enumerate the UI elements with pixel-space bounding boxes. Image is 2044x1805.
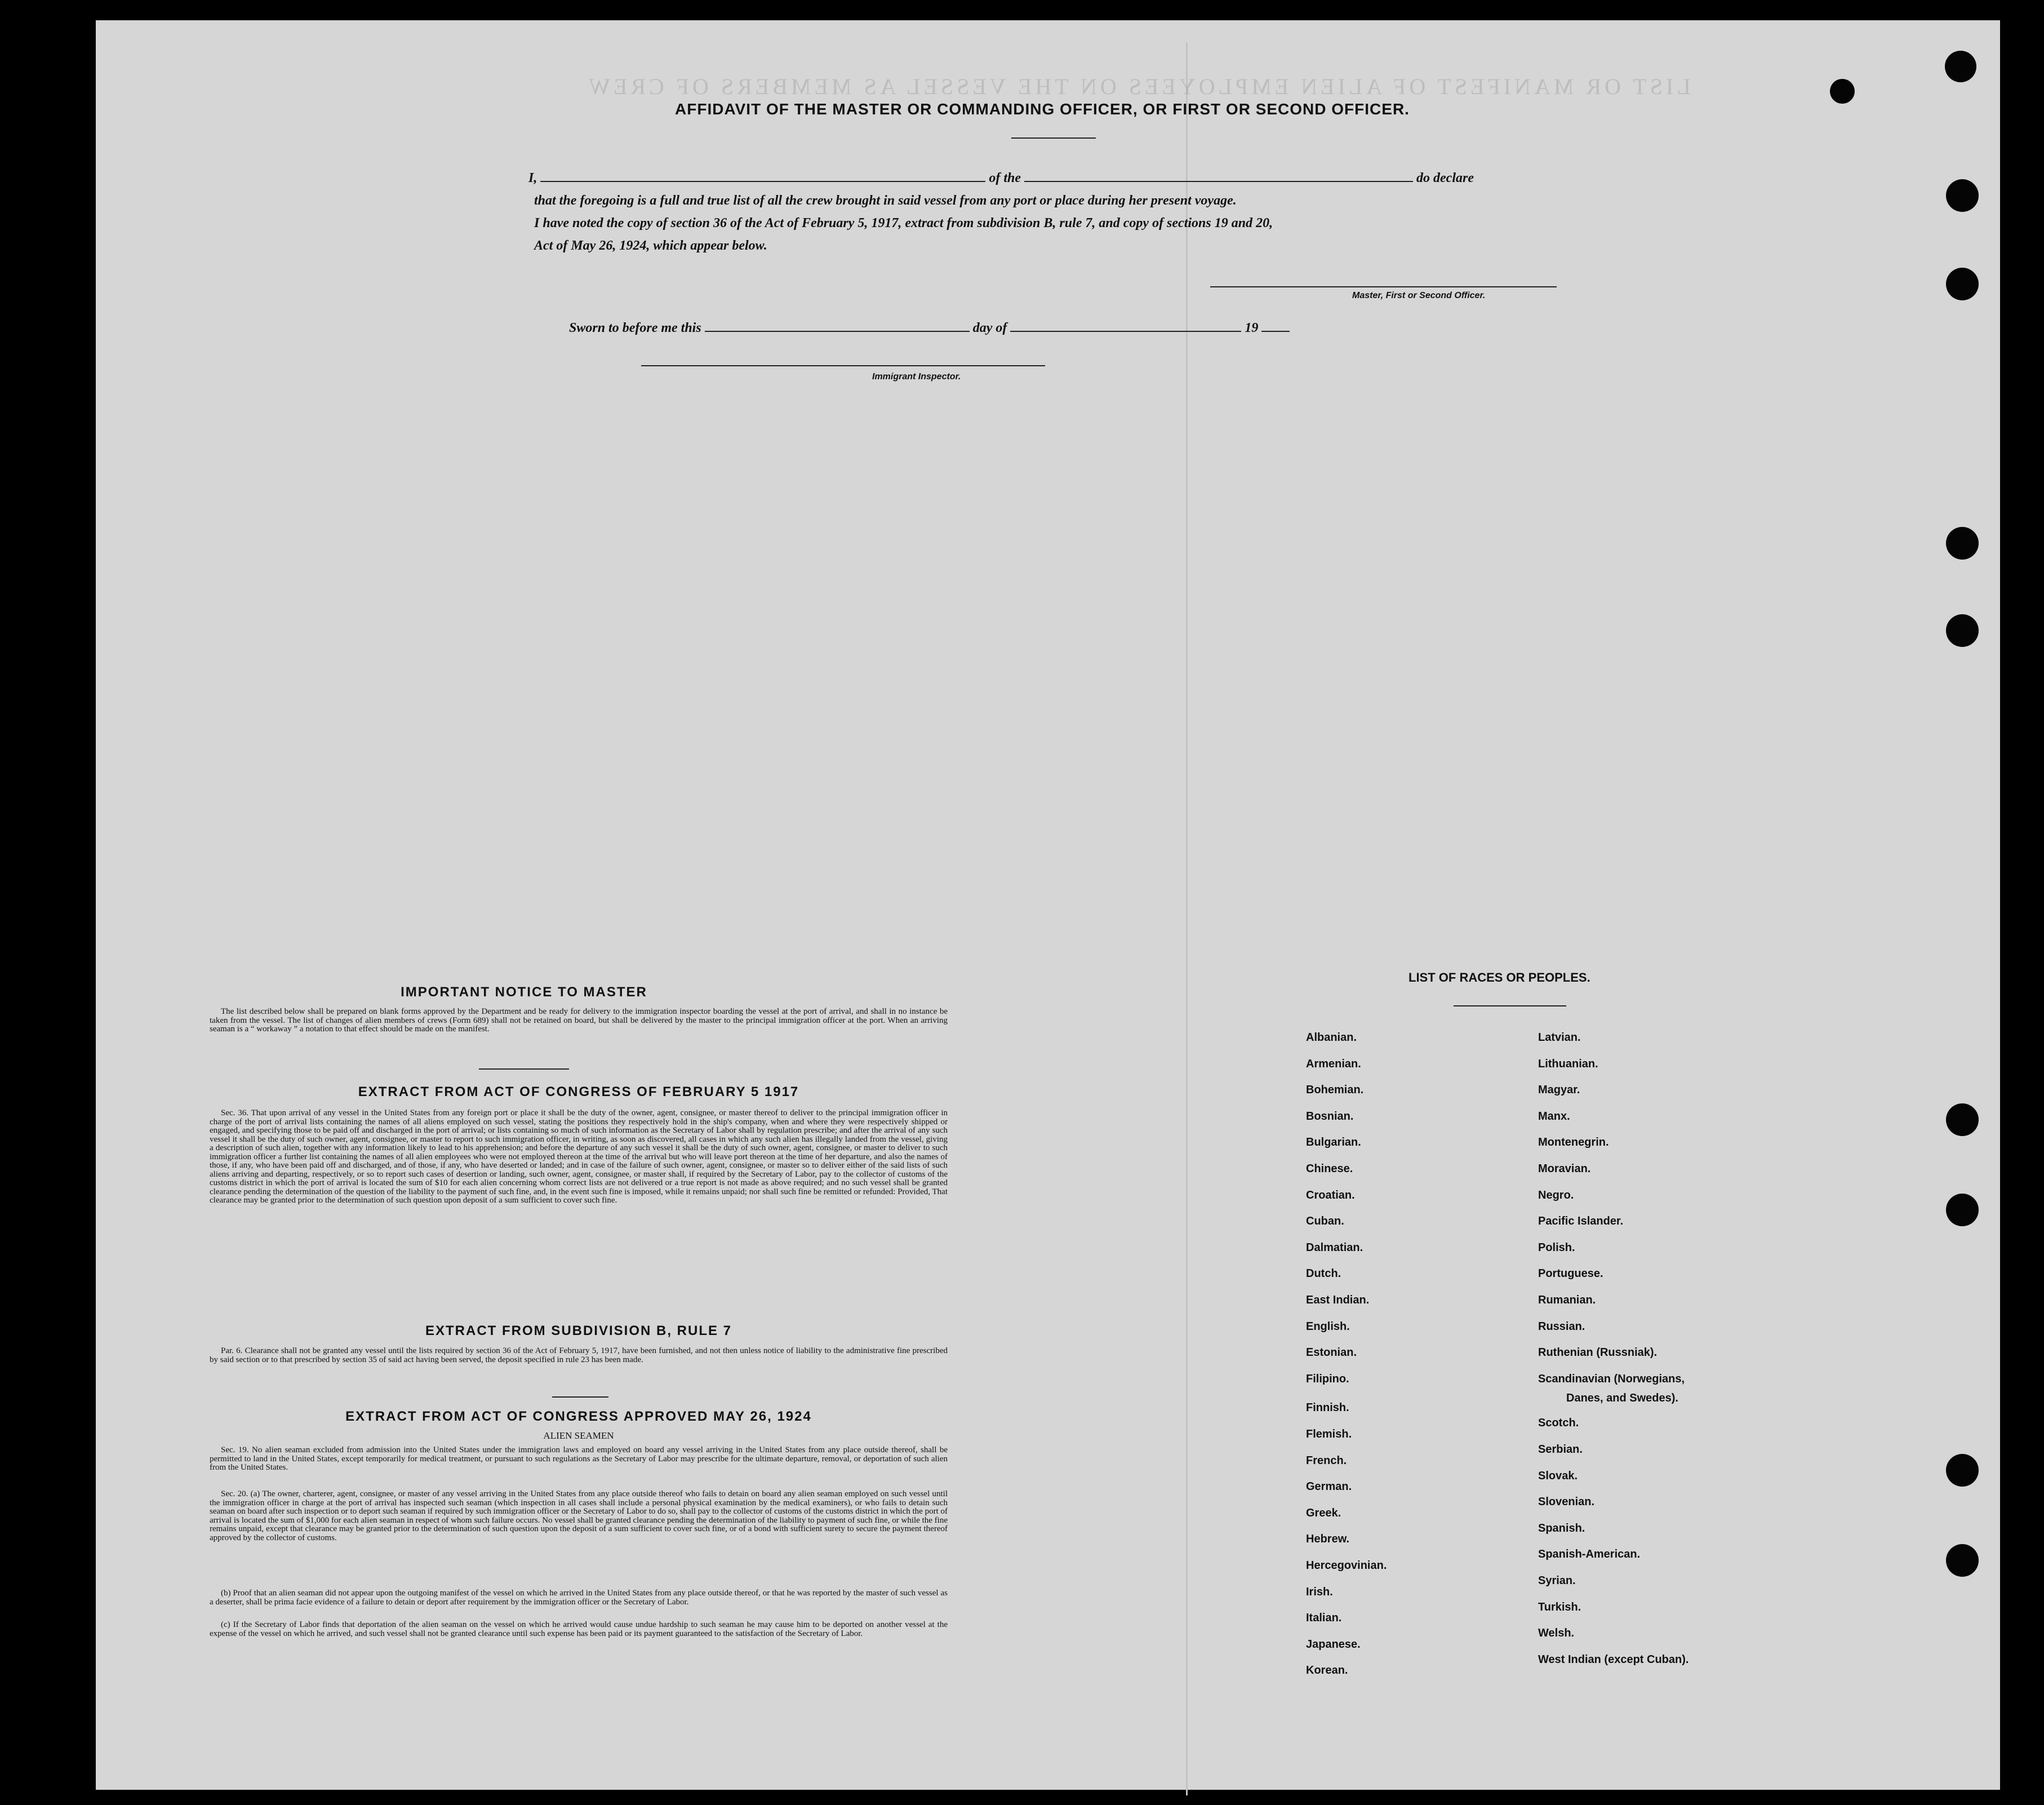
race-item: Korean. xyxy=(1306,1664,1348,1677)
center-fold xyxy=(1186,43,1188,1795)
sec20a-text: Sec. 20. (a) The owner, charterer, agent, consignee, or master of any vessel arriving in the United States from any place outside thereof who fails to detain on board any alien seaman employed on such vessel until the immigration officer in charge at the port of arrival has inspected such seaman (which inspection in all cases shall include a personal physical examination by the medical examiners), or who fails to detain such seaman on board after such inspection or to deport such seaman if required by such immigration officer or the Secretary of Labor to do so, shall pay to the collector of customs of the customs district in which the port of arrival is located the sum of $1,000 for each alien seaman in respect of whom such failure occurs. No vessel shall be granted clearance pending the determination of the liability to payment of such fine, or while the fine remains unpaid, except that clearance may be granted prior to the determination of such question upon the deposit of a sum sufficient to cover such fine, or of a bond with sufficient surety to secure the payment thereof approved by the collector of customs. xyxy=(210,1489,948,1542)
alien-seamen-subtitle: ALIEN SEAMEN xyxy=(543,1430,614,1441)
inspector-signature-line[interactable] xyxy=(641,365,1045,366)
year-prefix: 19 xyxy=(1245,321,1259,335)
binder-hole xyxy=(1946,614,1979,647)
extract-1917-title: EXTRACT FROM ACT OF CONGRESS OF FEBRUARY 5 1917 xyxy=(358,1084,799,1099)
sworn-prefix: Sworn to before me this xyxy=(569,321,701,335)
sworn-month-field[interactable] xyxy=(1010,321,1241,332)
race-item: Bosnian. xyxy=(1306,1110,1354,1123)
sec20c-text: (c) If the Secretary of Labor finds that deportation of the alien seaman on the vessel on which he arrived would cause undue hardship to such seaman he may cause him to be deported on another vessel at the expense of the vessel on which he arrived, and such vessel shall not be granted clearance until such expense has been paid or its payment guaranteed to the satisfaction of the Secretary of Labor. xyxy=(210,1620,948,1638)
race-item: Hebrew. xyxy=(1306,1533,1350,1546)
binder-hole xyxy=(1830,79,1855,104)
affidavit-title: AFFIDAVIT OF THE MASTER OR COMMANDING OFFICER, OR FIRST OR SECOND OFFICER. xyxy=(675,100,1410,118)
race-item: Manx. xyxy=(1538,1110,1570,1123)
race-item: Irish. xyxy=(1306,1585,1333,1598)
race-item: Albanian. xyxy=(1306,1031,1357,1044)
binder-hole xyxy=(1946,179,1979,212)
inspector-signature-label: Immigrant Inspector. xyxy=(872,372,961,382)
rule7-title: EXTRACT FROM SUBDIVISION B, RULE 7 xyxy=(425,1323,732,1338)
race-item: Dutch. xyxy=(1306,1267,1341,1280)
race-item: Polish. xyxy=(1538,1241,1575,1254)
declaration-line-3: I have noted the copy of section 36 of the Act of February 5, 1917, extract from subdivision B, rule 7, and copy of sections 19 and 20, xyxy=(534,216,1273,230)
declarant-prefix: I, xyxy=(528,171,537,185)
race-item: Dalmatian. xyxy=(1306,1241,1363,1254)
race-item: Slovak. xyxy=(1538,1469,1578,1482)
race-item: Portuguese. xyxy=(1538,1267,1603,1280)
race-item: Pacific Islander. xyxy=(1538,1215,1624,1228)
race-item: German. xyxy=(1306,1480,1352,1493)
declaration-line-2: that the foregoing is a full and true list of all the crew brought in said vessel from any port or place during her present voyage. xyxy=(534,193,1237,208)
rule7-text: Par. 6. Clearance shall not be granted any vessel until the lists required by section 36 of the Act of February 5, 1917, have been furnished, and not then unless notice of liability to the administrative fine prescribed by said section or to that prescribed by section 35 of said act having been served, the deposit specified in rule 23 has been made. xyxy=(210,1346,948,1364)
race-item: Moravian. xyxy=(1538,1163,1591,1175)
title-underline xyxy=(1011,138,1096,139)
do-declare-label: do declare xyxy=(1416,171,1474,185)
race-item: Flemish. xyxy=(1306,1428,1352,1440)
race-item: Latvian. xyxy=(1538,1031,1581,1044)
race-item: French. xyxy=(1306,1454,1347,1467)
declaration-line-1 xyxy=(528,167,1559,189)
race-item: Croatian. xyxy=(1306,1188,1355,1201)
binder-hole xyxy=(1946,527,1979,560)
declarant-name-field[interactable] xyxy=(540,171,985,182)
day-of-label: day of xyxy=(972,321,1007,335)
race-item: Turkish. xyxy=(1538,1600,1581,1613)
race-item: Magyar. xyxy=(1538,1084,1580,1097)
race-item: West Indian (except Cuban). xyxy=(1538,1653,1689,1666)
race-item: Japanese. xyxy=(1306,1638,1361,1651)
race-item: Welsh. xyxy=(1538,1627,1575,1640)
extract-1917-text: Sec. 36. That upon arrival of any vessel in the United States from any foreign port or place it shall be the duty of the owner, agent, consignee, or master thereof to deliver to the principal immigration officer in charge of the port of arrival lists containing the names of all aliens employed on such vessel, stating the positions they respectively hold in the ship's company, when and where they were respectively shipped or engaged, and specifying those to be paid off and discharged in the port of arrival; or lists containing so much of such information as the Secretary of Labor shall by regulation prescribe; and after the arrival of any such vessel it shall be the duty of such owner, agent, consignee, or master to report to such immigration officer, in writing, as soon as discovered, all cases in which any such alien has illegally landed from the vessel, giving a description of such alien, together with any information likely to lead to his apprehension; and before the departure of any such vessel it shall be the duty of such owner, agent, consignee, or master to deliver to such immigration officer a further list containing the names of all alien employees who were not employed thereon at the time of the arrival but who will leave port thereon at the time of her departure, and also the names of those, if any, who have been paid off and discharged, and of those, if any, who have deserted or landed; and in case of the failure of such owner, agent, consignee, or master so to deliver either of the said lists of such aliens arriving and departing, respectively, or so to report such cases of desertion or landing, such owner, agent, consignee, or master shall, if required by the Secretary of Labor, pay to the collector of customs of the customs district in which the port of arrival is located the sum of $10 for each alien concerning whom correct lists are not delivered or a true report is not made as above required; and no such vessel shall be granted clearance pending the determination of the question of the liability to the payment of such fine, and, in the event such fine is imposed, while it remains unpaid; nor shall such fine be remitted or refunded: Provided, That clearance may be granted prior to the determination of such question upon deposit of a sum sufficient to cover such fine. xyxy=(210,1108,948,1205)
race-item: Scandinavian (Norwegians, xyxy=(1538,1372,1685,1385)
binder-hole xyxy=(1946,1103,1979,1136)
race-item: Russian. xyxy=(1538,1320,1585,1333)
sworn-year-field[interactable] xyxy=(1261,321,1290,332)
master-signature-label: Master, First or Second Officer. xyxy=(1352,291,1486,300)
race-item: Bulgarian. xyxy=(1306,1136,1361,1149)
master-signature-line[interactable] xyxy=(1210,286,1557,287)
race-item: Montenegrin. xyxy=(1538,1136,1609,1149)
race-item: Danes, and Swedes). xyxy=(1566,1391,1678,1404)
race-item: Estonian. xyxy=(1306,1346,1357,1359)
race-item: Scotch. xyxy=(1538,1417,1579,1430)
rule7-divider xyxy=(552,1396,608,1398)
race-item: Bohemian. xyxy=(1306,1084,1364,1097)
binder-hole xyxy=(1946,1454,1979,1487)
race-item: Greek. xyxy=(1306,1506,1341,1519)
sworn-line xyxy=(569,317,1414,339)
race-item: Armenian. xyxy=(1306,1057,1361,1070)
race-item: Ruthenian (Russniak). xyxy=(1538,1346,1658,1359)
binder-hole xyxy=(1946,1544,1979,1577)
race-item: Serbian. xyxy=(1538,1443,1583,1456)
races-divider xyxy=(1454,1005,1566,1006)
race-item: Rumanian. xyxy=(1538,1294,1596,1306)
races-title: LIST OF RACES OR PEOPLES. xyxy=(1408,970,1590,984)
race-item: Negro. xyxy=(1538,1188,1574,1201)
vessel-name-field[interactable] xyxy=(1024,171,1413,182)
act-1924-title: EXTRACT FROM ACT OF CONGRESS APPROVED MAY 26, 1924 xyxy=(345,1409,812,1424)
notice-title: IMPORTANT NOTICE TO MASTER xyxy=(401,984,647,1000)
race-item: East Indian. xyxy=(1306,1294,1370,1306)
sec20b-text: (b) Proof that an alien seaman did not appear upon the outgoing manifest of the vessel on which he arrived in the United States from any place outside thereof, or that he was reported by the master of such vessel as a deserter, shall be prima facie evidence of a failure to detain or deport after requirement by the immigration officer or the Secretary of Labor. xyxy=(210,1589,948,1607)
declaration-line-4: Act of May 26, 1924, which appear below. xyxy=(534,238,767,253)
race-item: Italian. xyxy=(1306,1612,1342,1625)
race-item: Slovenian. xyxy=(1538,1496,1595,1509)
sec19-text: Sec. 19. No alien seaman excluded from admission into the United States under the immigration laws and employed on board any vessel arriving in the United States from any place outside thereof, shall be permitted to land in the United States, except temporarily for medical treatment, or pursuant to such regulations as the Secretary of Labor may prescribe for the ultimate departure, removal, or deportation of such alien from the United States. xyxy=(210,1445,948,1472)
binder-hole xyxy=(1946,268,1979,300)
race-item: Cuban. xyxy=(1306,1215,1344,1228)
race-item: Hercegovinian. xyxy=(1306,1559,1387,1572)
race-item: Finnish. xyxy=(1306,1402,1349,1414)
race-item: Syrian. xyxy=(1538,1575,1576,1587)
race-item: Filipino. xyxy=(1306,1372,1349,1385)
race-item: Lithuanian. xyxy=(1538,1057,1598,1070)
race-item: English. xyxy=(1306,1320,1350,1333)
of-the-label: of the xyxy=(989,171,1021,185)
sworn-day-field[interactable] xyxy=(705,321,970,332)
bleed-through-heading: LIST OR MANIFEST OF ALIEN EMPLOYEES ON THE VESSEL AS MEMBERS OF CREW xyxy=(585,74,1691,99)
race-item: Chinese. xyxy=(1306,1163,1353,1175)
binder-hole xyxy=(1945,51,1976,82)
notice-divider xyxy=(479,1068,569,1070)
race-item: Spanish-American. xyxy=(1538,1548,1641,1561)
notice-text: The list described below shall be prepared on blank forms approved by the Department and be ready for delivery to the immigration inspector boarding the vessel at the port of arrival, and shall in no instance be taken from the vessel. The list of changes of alien members of crews (Form 689) shall not be retained on board, but shall be delivered by the master to the principal immigration officer at the port. When an arriving seaman is a “ workaway ” a notation to that effect should be made on the manifest. xyxy=(210,1007,948,1034)
binder-hole xyxy=(1946,1194,1979,1226)
race-item: Spanish. xyxy=(1538,1522,1585,1535)
